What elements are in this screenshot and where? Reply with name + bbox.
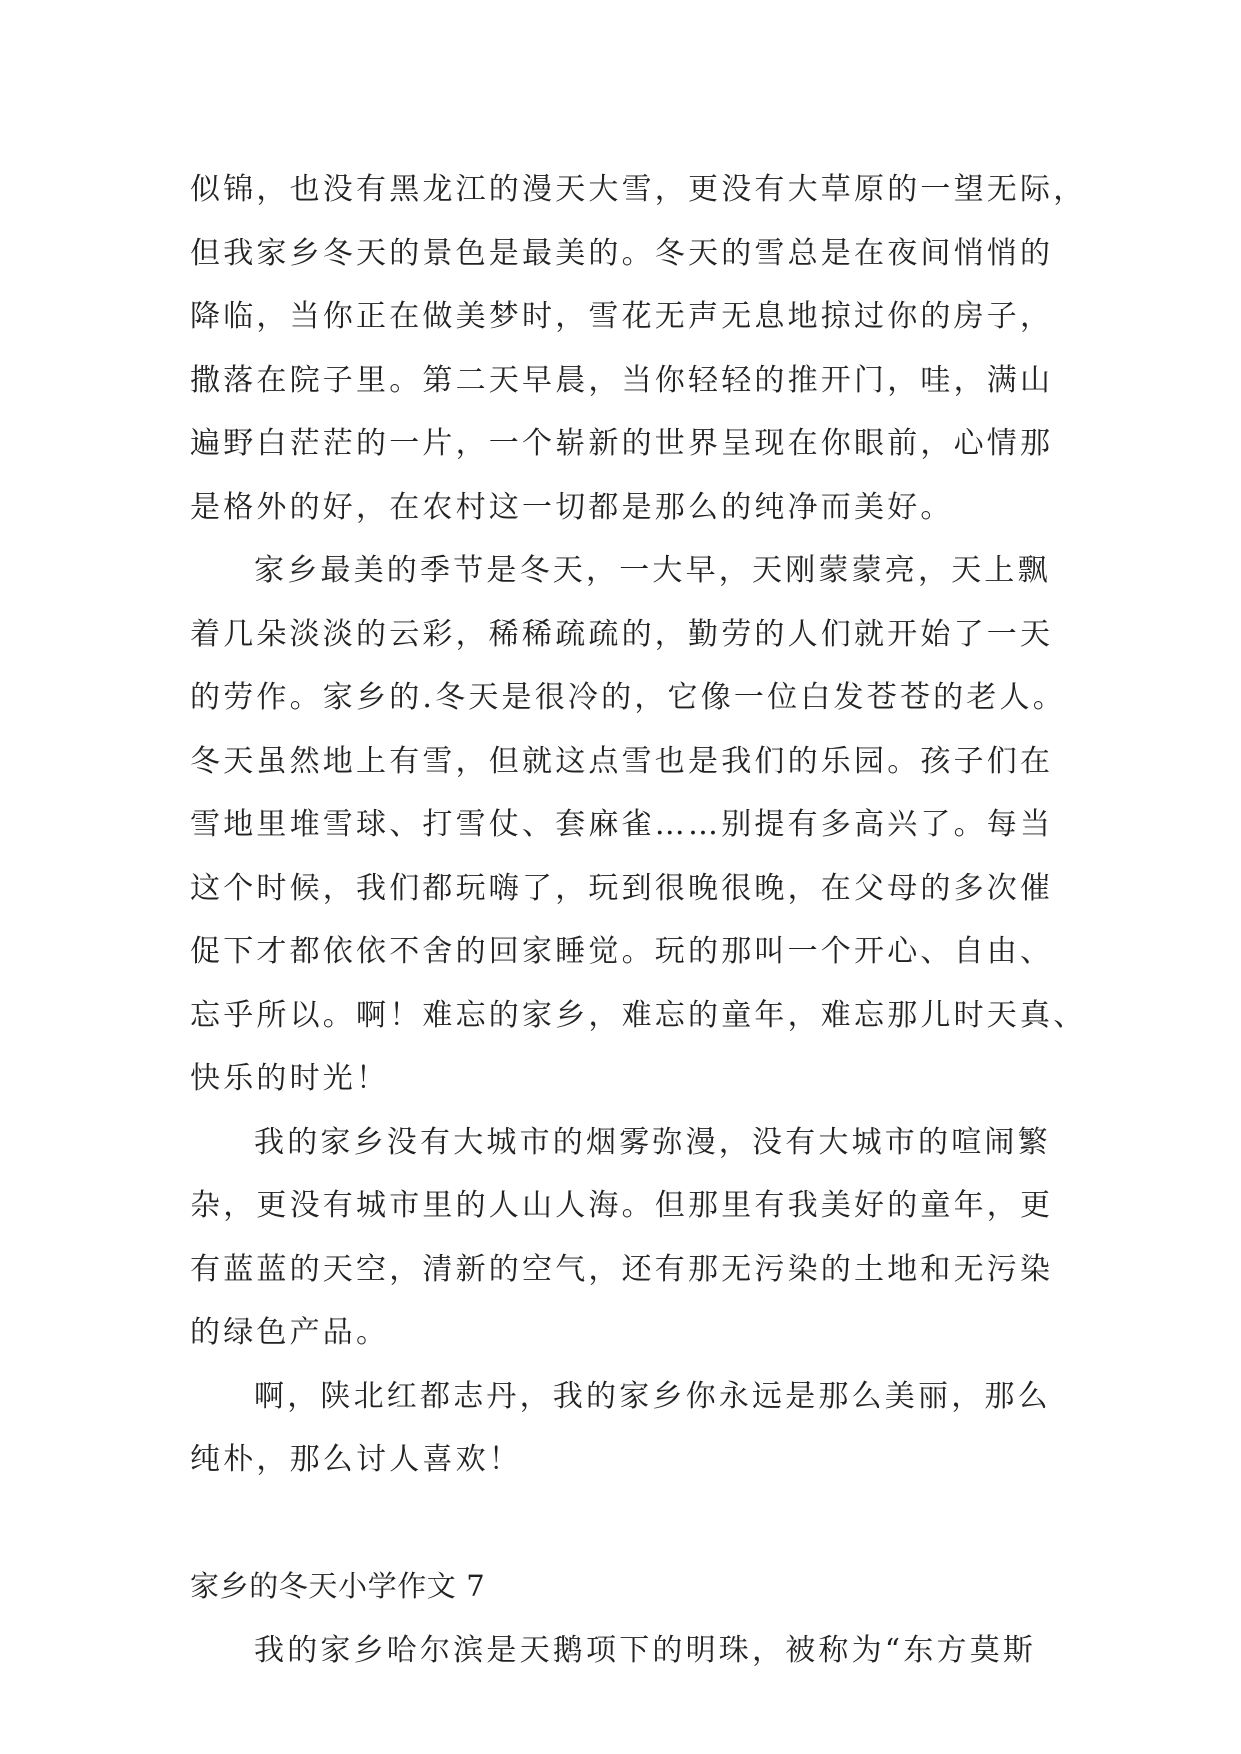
paragraph <box>190 1619 1070 1683</box>
paragraph <box>190 1365 1070 1492</box>
text-line: 有蓝蓝的天空，清新的空气，还有那无污染的土地和无污染 <box>190 1251 1054 1287</box>
text-line: 家乡最美的季节是冬天，一大早，天刚蒙蒙亮，天上飘 <box>254 553 1051 588</box>
text-line: 撒落在院子里。第二天早晨，当你轻轻的推开门，哇，满山 <box>190 362 1054 398</box>
text-line: 这个时候，我们都玩嗨了，玩到很晚很晚，在父母的多次催 <box>190 870 1054 906</box>
text-line: 啊，陕北红都志丹，我的家乡你永远是那么美丽，那么 <box>254 1378 1051 1414</box>
text-line: 似锦，也没有黑龙江的漫天大雪，更没有大草原的一望无际， <box>190 172 1087 207</box>
text-line: 的绿色产品。 <box>190 1315 390 1350</box>
text-line: 冬天虽然地上有雪，但就这点雪也是我们的乐园。孩子们在 <box>190 743 1054 779</box>
text-line: 纯朴，那么讨人喜欢！ <box>190 1442 522 1477</box>
essay-text <box>190 158 1087 1682</box>
text-line: 我的家乡哈尔滨是天鹅项下的明珠，被称为“东方莫斯 <box>254 1632 1037 1668</box>
text-line: 的劳作。家乡的.冬天是很冷的，它像一位白发苍苍的老人。 <box>190 680 1066 715</box>
paragraph <box>190 1111 1070 1365</box>
paragraph <box>190 539 1087 1111</box>
text-line: 我的家乡没有大城市的烟雾弥漫，没有大城市的喧闹繁 <box>254 1124 1051 1160</box>
text-line: 促下才都依依不舍的回家睡觉。玩的那叫一个开心、自由、 <box>190 934 1054 969</box>
paragraph <box>190 158 1087 539</box>
text-line: 快乐的时光！ <box>190 1061 390 1096</box>
blank-line <box>190 1492 1070 1556</box>
text-line: 是格外的好，在农村这一切都是那么的纯净而美好。 <box>190 489 954 525</box>
text-line: 着几朵淡淡的云彩，稀稀疏疏的，勤劳的人们就开始了一天 <box>190 616 1054 652</box>
text-line: 雪地里堆雪球、打雪仗、套麻雀……别提有多高兴了。每当 <box>190 807 1054 842</box>
text-line: 降临，当你正在做美梦时，雪花无声无息地掠过你的房子， <box>190 299 1054 334</box>
text-line: 遍野白茫茫的一片，一个崭新的世界呈现在你眼前，心情那 <box>190 426 1054 461</box>
text-line: 忘乎所以。啊！难忘的家乡，难忘的童年，难忘那儿时天真、 <box>190 997 1087 1033</box>
text-line: 杂，更没有城市里的人山人海。但那里有我美好的童年，更 <box>190 1188 1054 1223</box>
text-line: 但我家乡冬天的景色是最美的。冬天的雪总是在夜间悄悄的 <box>190 235 1054 271</box>
section-heading: 家乡的冬天小学作文 7 <box>190 1569 486 1603</box>
